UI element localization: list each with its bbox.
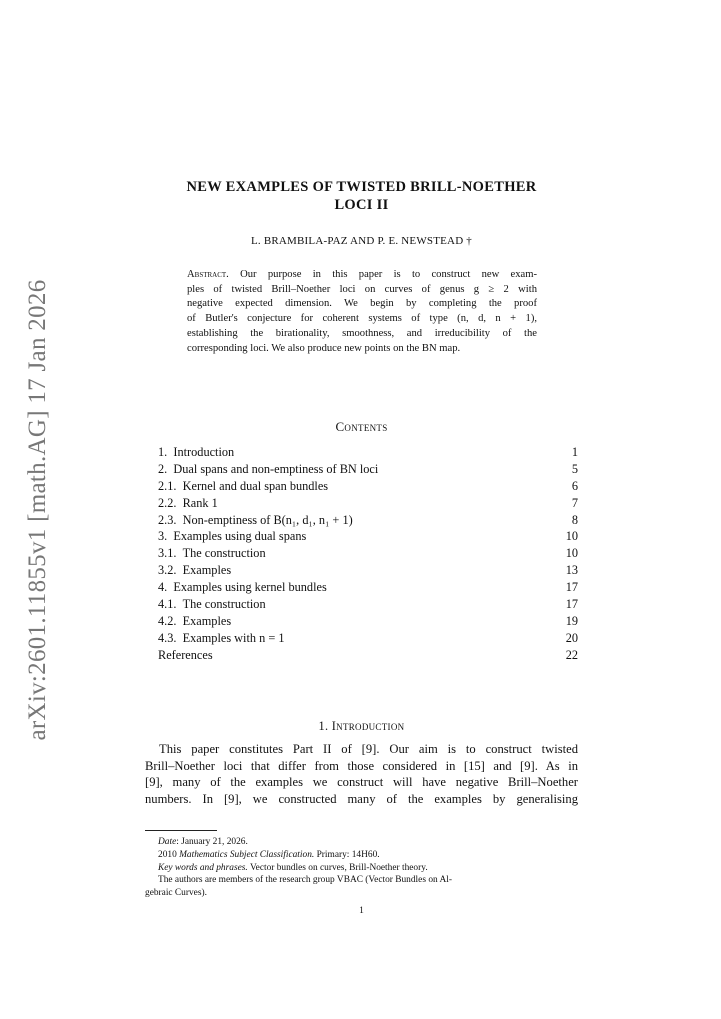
toc-entry-label: Rank 1	[182, 495, 218, 510]
toc-entry[interactable]	[158, 579, 578, 596]
toc-entry-title	[158, 512, 353, 529]
footnotes	[145, 836, 578, 900]
abstract-label: Abstract.	[187, 269, 229, 280]
toc-entry-title	[158, 444, 234, 461]
toc-entry-title	[158, 478, 328, 495]
page-number: 1	[359, 906, 364, 916]
toc-entry-label: Dual spans and non-emptiness of BN loci	[173, 461, 379, 476]
abstract	[187, 268, 537, 356]
toc-entry-page: 19	[565, 613, 578, 628]
toc-entry-number: 2.1.	[158, 478, 177, 493]
toc-entry[interactable]	[158, 444, 578, 461]
toc-entry-number: 4.2.	[158, 613, 177, 628]
toc-entry[interactable]	[158, 545, 578, 562]
footnote-rule	[145, 830, 217, 831]
abstract-line-5: establishing the birationality, smoothness, and irreducibility of the	[187, 327, 537, 339]
introduction-text	[145, 741, 578, 807]
toc-entry-title	[158, 461, 378, 478]
footnote-authors-line-1: The authors are members of the research group VBAC (Vector Bundles on Al-	[158, 875, 453, 886]
body-line-3: [9], many of the examples we construct will have negative Brill–Noether	[145, 775, 578, 789]
toc-entry-label: Examples using dual spans	[173, 529, 307, 544]
table-of-contents	[158, 444, 578, 664]
contents-heading: Contents	[335, 419, 388, 434]
toc-entry-number: 3.1.	[158, 546, 177, 561]
toc-entry-number: 2.	[158, 461, 168, 476]
msc-label: Mathematics Subject Classification.	[179, 849, 315, 860]
toc-entry[interactable]	[158, 495, 578, 512]
toc-entry-page: 5	[571, 461, 578, 476]
toc-entry-title	[158, 647, 213, 664]
footnote-date: Date: January 21, 2026.	[158, 837, 248, 847]
footnote-authors-line-2: gebraic Curves).	[145, 888, 207, 899]
toc-entry-title	[158, 562, 231, 579]
toc-entry-title	[158, 613, 231, 630]
abstract-line-6: corresponding loci. We also produce new points on the BN map.	[187, 342, 461, 354]
footnote-keywords: Key words and phrases. Vector bundles on curves, Brill-Noether theory.	[158, 862, 428, 873]
toc-entry-label: The construction	[182, 546, 266, 561]
toc-entry-page: 22	[565, 647, 578, 662]
paper-title	[145, 178, 578, 214]
toc-entry-title	[158, 596, 266, 613]
toc-entry-label: Non-emptiness of B(n₁, d₁, n₁ + 1)	[182, 512, 353, 527]
toc-entry-number: 3.	[158, 529, 168, 544]
toc-entry-page: 7	[571, 495, 578, 510]
abstract-line-3: negative expected dimension. We begin by completing the proof	[187, 298, 537, 310]
toc-entry-label: Examples with n = 1	[182, 630, 285, 645]
title-line-1: NEW EXAMPLES OF TWISTED BRILL-NOETHER	[186, 179, 537, 195]
toc-entry-label: Introduction	[173, 445, 235, 459]
toc-entry-page: 13	[565, 563, 578, 578]
toc-entry-number: 4.1.	[158, 597, 177, 612]
body-line-1: This paper constitutes Part II of [9]. Our aim is to construct twisted	[159, 742, 578, 756]
toc-entry[interactable]	[158, 596, 578, 613]
abstract-line-1: Abstract. Our purpose in this paper is to construct new exam-	[187, 269, 537, 280]
toc-entry[interactable]	[158, 512, 578, 529]
toc-entry[interactable]	[158, 461, 578, 478]
toc-entry-label: Examples	[182, 563, 232, 578]
toc-entry[interactable]	[158, 647, 578, 664]
toc-entry-number: 2.3.	[158, 512, 177, 527]
toc-entry-label: Examples using kernel bundles	[173, 580, 327, 595]
toc-entry-page: 10	[565, 546, 578, 561]
toc-entry-title	[158, 630, 285, 647]
section-heading-introduction: 1. Introduction	[318, 719, 405, 733]
toc-entry-title	[158, 495, 218, 512]
toc-entry-title	[158, 579, 327, 596]
toc-entry-page: 8	[571, 512, 578, 527]
toc-entry-number: 4.3.	[158, 630, 177, 645]
body-line-2: Brill–Noether loci that differ from those considered in [15] and [9]. As in	[145, 758, 578, 773]
toc-entry[interactable]	[158, 613, 578, 630]
author-list: L. BRAMBILA-PAZ AND P. E. NEWSTEAD †	[251, 235, 472, 247]
toc-entry[interactable]	[158, 562, 578, 579]
toc-entry-page: 17	[565, 597, 578, 612]
keywords-label: Key words and phrases.	[158, 862, 248, 873]
toc-entry-number: 3.2.	[158, 563, 177, 578]
toc-entry-number: 1.	[158, 445, 168, 459]
toc-entry-label: References	[158, 647, 213, 662]
body-line-4: numbers. In [9], we constructed many of the examples by generalising	[145, 791, 578, 806]
abstract-line-4: of Butler's conjecture for coherent systems of type (n, d, n + 1),	[187, 313, 537, 325]
title-line-2: LOCI II	[334, 197, 389, 213]
abstract-line-2: ples of twisted Brill–Noether loci on curves of genus g ≥ 2 with	[187, 283, 537, 295]
arxiv-sidebar-stamp	[18, 279, 58, 741]
arxiv-identifier: arXiv:2601.11855v1 [math.AG] 17 Jan 2026	[24, 279, 51, 741]
toc-entry-page: 20	[565, 630, 578, 645]
toc-entry-page: 10	[565, 529, 578, 544]
toc-entry-label: Examples	[182, 613, 232, 628]
toc-entry-page: 1	[571, 445, 578, 459]
toc-entry-page: 6	[571, 478, 578, 493]
toc-entry[interactable]	[158, 630, 578, 647]
date-label: Date	[158, 837, 177, 847]
toc-entry-number: 2.2.	[158, 495, 177, 510]
toc-entry-number: 4.	[158, 580, 168, 595]
toc-entry-page: 17	[565, 580, 578, 595]
toc-entry[interactable]	[158, 528, 578, 545]
toc-entry-title	[158, 545, 266, 562]
footnote-msc: 2010 Mathematics Subject Classification. Primary: 14H60.	[158, 849, 380, 860]
toc-entry-title	[158, 528, 306, 545]
toc-entry-label: The construction	[182, 597, 266, 612]
toc-entry[interactable]	[158, 478, 578, 495]
toc-entry-label: Kernel and dual span bundles	[182, 478, 329, 493]
